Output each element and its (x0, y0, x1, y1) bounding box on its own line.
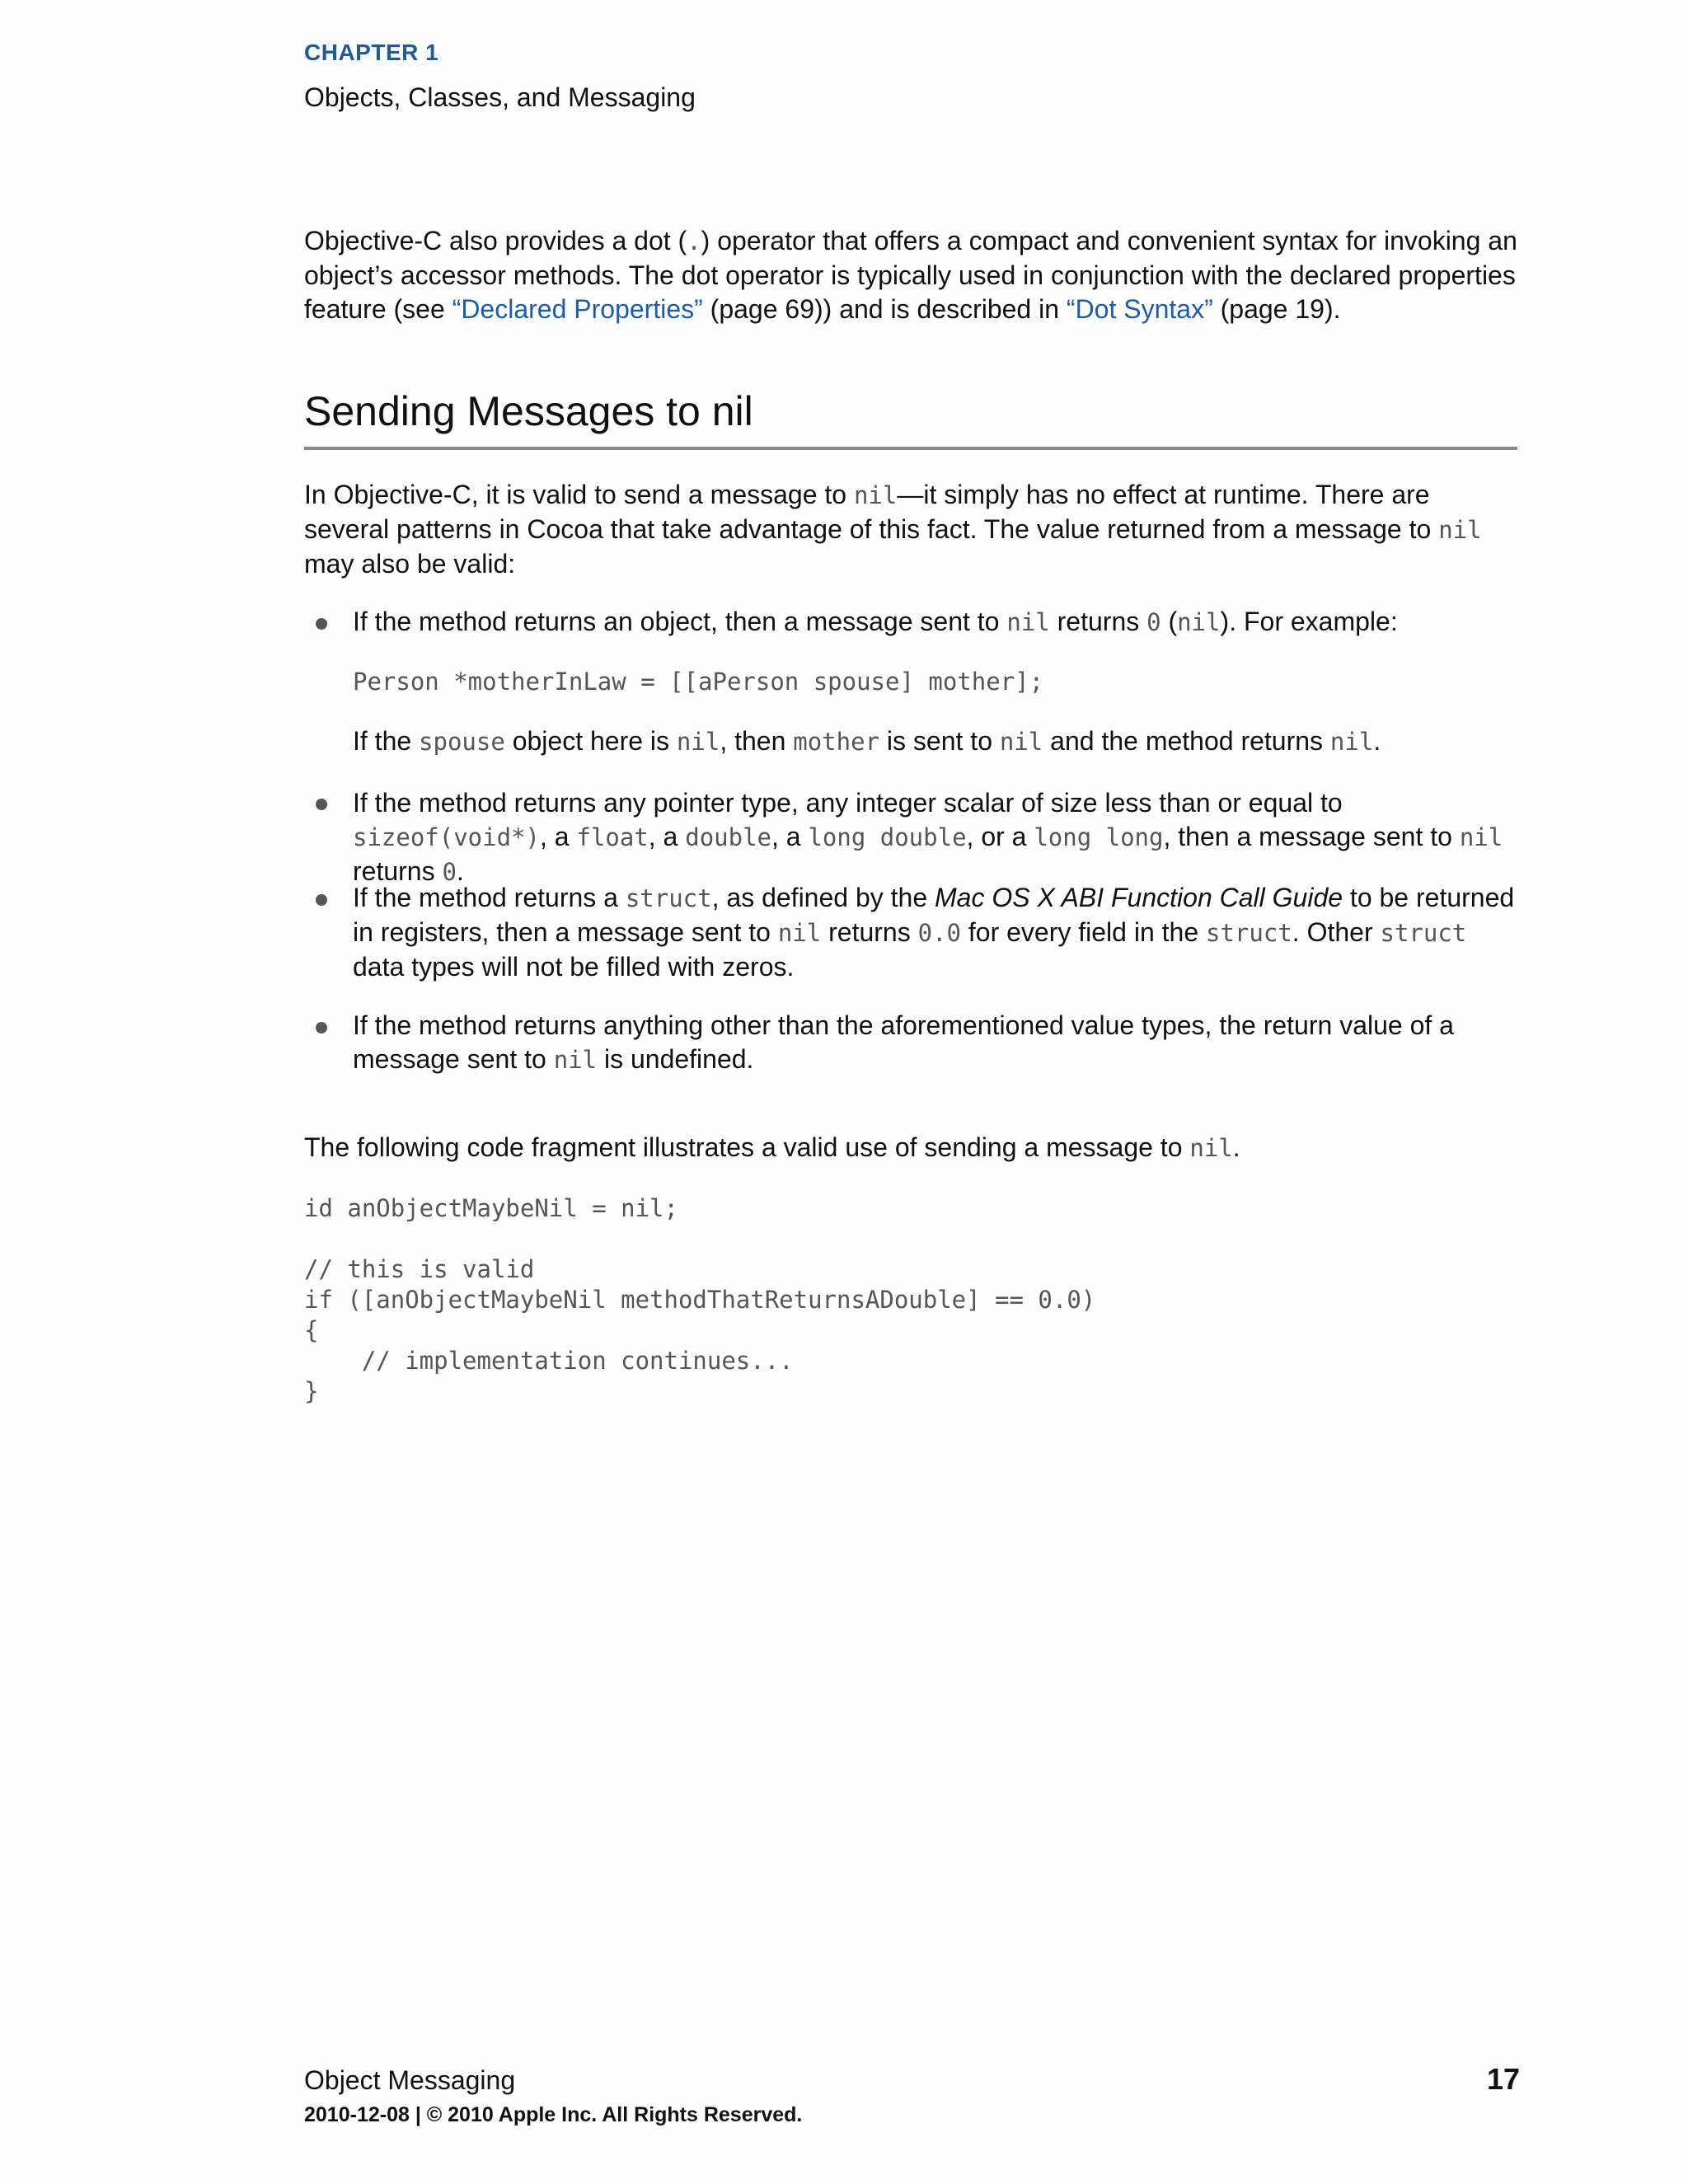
text: , as defined by the (711, 883, 935, 912)
bullet-item (353, 605, 1517, 640)
bullet-item (353, 786, 1517, 889)
inline-code: spouse (419, 728, 505, 756)
footer-section-title: Object Messaging (304, 2065, 516, 2095)
chapter-title: Objects, Classes, and Messaging (304, 82, 696, 112)
text: returns (353, 856, 443, 886)
inline-code: 0 (1146, 608, 1161, 636)
text: ). For example: (1220, 607, 1398, 636)
text: . Other (1292, 917, 1381, 947)
text: . (1232, 1132, 1240, 1162)
text: . (1373, 726, 1381, 756)
inline-code: . (687, 227, 701, 255)
inline-code: nil (1177, 608, 1221, 636)
inline-code: nil (999, 728, 1043, 756)
section-intro-paragraph (304, 478, 1517, 581)
bullet-item (353, 881, 1517, 984)
inline-code: nil (1438, 516, 1482, 544)
inline-code: nil (1006, 608, 1050, 636)
page-number: 17 (1486, 2062, 1520, 2096)
inline-code: double (685, 823, 771, 851)
inline-code: long double (808, 823, 967, 851)
section-heading: Sending Messages to nil (304, 387, 1517, 450)
bullet-icon (316, 894, 327, 906)
inline-code: struct (625, 884, 712, 912)
declared-properties-link[interactable]: “Declared Properties” (452, 294, 703, 324)
text: , a (539, 822, 577, 851)
guide-title: Mac OS X ABI Function Call Guide (935, 883, 1343, 912)
inline-code: sizeof(void*) (353, 823, 540, 851)
text: returns (821, 917, 918, 947)
text: In Objective-C, it is valid to send a message to (304, 480, 854, 509)
bullet-icon (316, 1022, 327, 1033)
text: , then a message sent to (1163, 822, 1460, 851)
text: is undefined. (597, 1044, 754, 1074)
text: to be returned in registers, then a message sent to (353, 883, 1515, 947)
inline-code: struct (1206, 919, 1292, 947)
bullet-icon (316, 618, 327, 630)
bullet-explanation (353, 724, 1517, 759)
text: , or a (966, 822, 1034, 851)
text: If the method returns a (353, 883, 626, 912)
text: ( (1160, 607, 1178, 636)
inline-code: nil (553, 1046, 598, 1074)
text: If the method returns any pointer type, any integer scalar of size less than or equal to (353, 788, 1343, 818)
inline-code: float (576, 823, 649, 851)
text: If the (353, 726, 420, 756)
text: for every field in the (960, 917, 1207, 947)
chapter-label: CHAPTER 1 (304, 40, 439, 65)
inline-code: struct (1380, 919, 1467, 947)
copyright-line: 2010-12-08 | © 2010 Apple Inc. All Rights Reserved. (304, 2103, 803, 2126)
text: , then (720, 726, 794, 756)
code-listing: id anObjectMaybeNil = nil; // this is valid if ([anObjectMaybeNil methodThatReturnsADouble] == 0.0) { // implementation continues... } (304, 1194, 1096, 1405)
inline-code: nil (676, 728, 720, 756)
text: object here is (504, 726, 677, 756)
text: ) operator that offers a compact and convenient syntax for invoking an object’s accessor methods. The dot operator is typically used in conjunction with the declared properties feature (see (304, 226, 1517, 324)
code-example: Person *motherInLaw = [[aPerson spouse] mother]; (353, 668, 1044, 696)
inline-code: nil (777, 919, 822, 947)
inline-code: long long (1034, 823, 1164, 851)
text: is sent to (879, 726, 1000, 756)
text: , a (648, 822, 686, 851)
inline-code: nil (1189, 1134, 1233, 1162)
text: If the method returns anything other than the aforementioned value types, the return value of a message sent to (353, 1010, 1454, 1074)
text: (page 69)) and is described in (702, 294, 1067, 324)
code-intro-paragraph (304, 1131, 1517, 1165)
text: and the method returns (1043, 726, 1330, 756)
text: Objective-C also provides a dot ( (304, 226, 687, 255)
inline-code: nil (853, 481, 898, 509)
inline-code: nil (1329, 728, 1374, 756)
inline-code: 0 (442, 858, 457, 886)
text: (page 19). (1212, 294, 1341, 324)
inline-code: nil (1459, 823, 1503, 851)
text: . (456, 856, 464, 886)
intro-paragraph (304, 224, 1517, 326)
inline-code: 0.0 (917, 919, 961, 947)
text: returns (1049, 607, 1147, 636)
text: data types will not be filled with zeros. (353, 952, 795, 982)
text: The following code fragment illustrates a valid use of sending a message to (304, 1132, 1190, 1162)
inline-code: mother (793, 728, 880, 756)
dot-syntax-link[interactable]: “Dot Syntax” (1066, 294, 1213, 324)
text: may also be valid: (304, 549, 516, 579)
text: —it simply has no effect at runtime. There are several patterns in Cocoa that take advantage of this fact. The value returned from a message to (304, 480, 1439, 544)
text: , a (771, 822, 809, 851)
bullet-icon (316, 799, 327, 810)
bullet-item (353, 1009, 1517, 1077)
text: If the method returns an object, then a message sent to (353, 607, 1007, 636)
